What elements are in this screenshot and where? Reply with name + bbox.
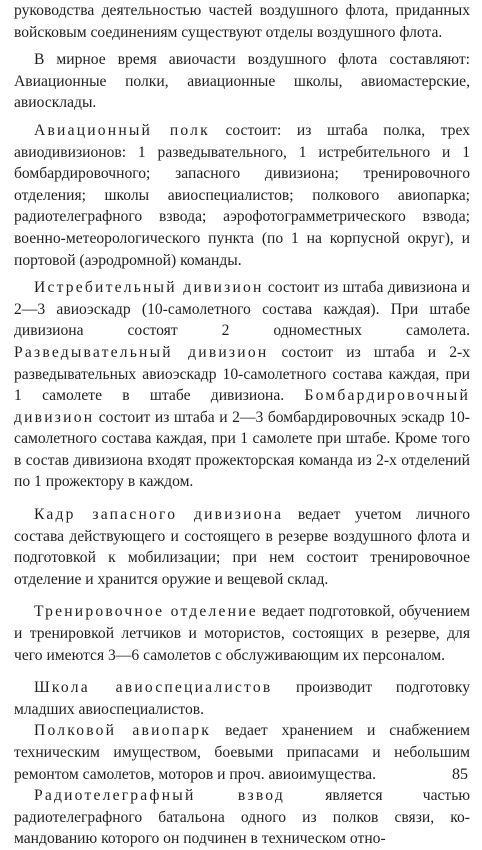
text-segment: В мирное время авиочасти воздушного флота составляют: Авиационные полки, авиационные школы, авиомастерские, авиосклады.	[14, 51, 470, 112]
term-training-section: Тренировочное отделение	[34, 603, 258, 621]
paragraph-radio-platoon	[14, 785, 470, 850]
term-radio-platoon: Радиотелеграфный взвод	[34, 787, 285, 805]
paragraph-peacetime-units	[14, 49, 470, 114]
text-segment: производит подготовку младших авиоспециалистов.	[14, 679, 470, 718]
paragraph-training-section	[14, 601, 470, 666]
term-fighter-division: Истребительный дивизион	[34, 279, 264, 297]
page-number: 85	[452, 766, 468, 783]
paragraph-reserve-division	[14, 504, 470, 590]
term-aviation-regiment: Авиационный полк	[34, 121, 210, 139]
paragraph-specialist-school	[14, 677, 470, 720]
term-reconnaissance-division: Разведывательный дивизион	[14, 343, 269, 361]
term-regimental-park: Полковой авиопарк	[34, 722, 212, 740]
term-reserve-division: Кадр запасного дивизиона	[34, 506, 284, 524]
book-page	[14, 0, 471, 848]
text-segment: ведает хранением и снабжением техническим имуществом, боевыми припасами и небольшим ремонтом самолетов, моторов и проч. авиоимущества.	[14, 722, 470, 783]
paragraph-flight-departments	[14, 0, 470, 43]
paragraph-regimental-park	[14, 720, 470, 785]
text-segment: состоит из штаба и 2-х разведывательных авиоэскадр 10-самолетного состава каждая, при 1 самолете в штабе дивизиона.	[14, 343, 471, 405]
text-segment: является частью радиотелеграфного батальона одного из полков связи, командованию которого он подчинен в техническом отно-	[14, 787, 470, 848]
term-bomber-division: Бомбардировочный дивизион	[14, 387, 470, 426]
text-segment: состоит из штаба дивизиона и 2—3 авиоэскадр (10-самолетного состава каждая). При штабе дивизиона состоят 2 одноместных самолета.	[14, 279, 470, 340]
paragraph-divisions	[14, 277, 470, 493]
text-segment: состоит: из штаба полка, трех авиодивизионов: 1 разведывательного, 1 истребительного и 1 бомбардировочного; запасного дивизиона; тренировочного отделения; школы авиоспециалистов; полкового авиопарка; радиотелеграфного взвода; аэрофотограмметрического взвода; военно-метеорологического пункта (по 1 на корпусной округ), и портовой (аэродромной) команды.	[14, 121, 470, 269]
text-segment: руководства деятельностью частей воздушного флота, приданных войсковым соединениям существуют отделы воздушного флота.	[14, 2, 470, 41]
text-segment: ведает подготовкой, обучением и тренировкой летчиков и мотористов, состоящих в резерве, для чего имеются 3—6 самолетов с обслуживающим их персоналом.	[14, 603, 470, 664]
text-segment: состоит из штаба и 2—3 бомбардировочных эскадр 10-самолетного состава каждая, при 1 самолете при штабе. Кроме того в состав дивизиона входят прожекторская команда из 2-х отделений по 1 прожектору в каждом.	[14, 408, 470, 491]
term-specialist-school: Школа авиоспециалистов	[34, 679, 273, 697]
paragraph-aviation-regiment	[14, 120, 470, 271]
text-segment: ведает учетом личного состава действующего и состоящего в резерве воздушного флота и подготовкой к мобилизации; при нем состоит тренировочное отделение и хранится оружие и вещевой склад.	[14, 506, 470, 588]
